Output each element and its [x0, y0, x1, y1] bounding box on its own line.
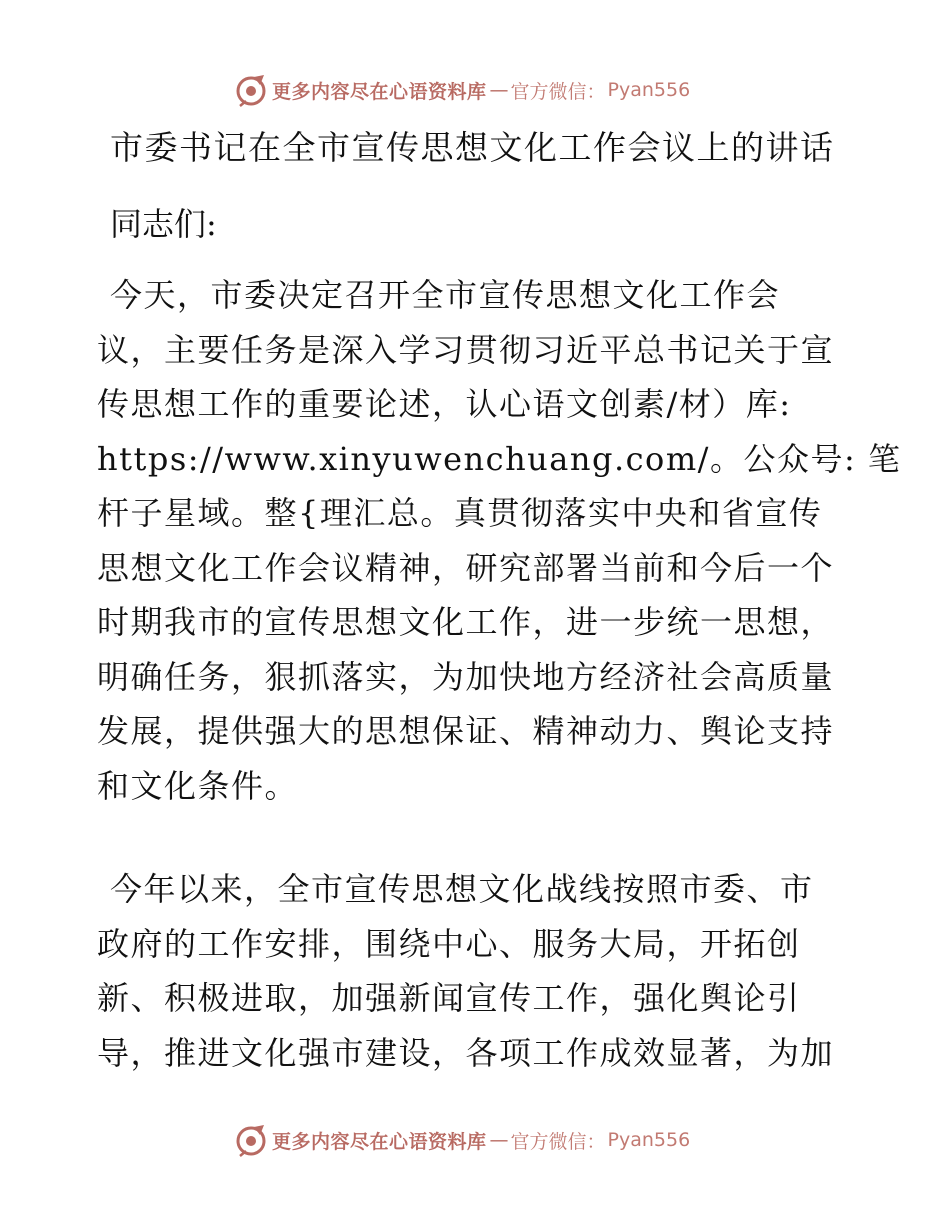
watermark-wechat-id: Pyan556	[607, 79, 691, 101]
watermark-separator: —	[489, 79, 509, 101]
watermark-brand-text: 更多内容尽在心语资料库	[272, 1130, 487, 1153]
footer-watermark	[234, 1122, 690, 1158]
body-paragraph-2	[97, 862, 857, 1080]
paragraph-line: 政府的工作安排，围绕中心、服务大局，开拓创	[97, 924, 801, 963]
header-watermark	[234, 72, 690, 108]
document-greeting: 同志们:	[110, 205, 217, 243]
paragraph-line: https://www.xinyuwenchuang.com/。公众号: 笔	[97, 439, 902, 478]
paragraph-line: 导，推进文化强市建设，各项工作成效显著，为加	[97, 1033, 835, 1072]
paragraph-line: 明确任务，狠抓落实，为加快地方经济社会高质量	[97, 657, 835, 696]
paragraph-line: 传思想工作的重要论述，认心语文创素/材）库:	[97, 385, 792, 423]
paragraph-line: 时期我市的宣传思想文化工作，进一步统一思想，	[97, 603, 835, 641]
brand-logo-icon	[234, 1123, 268, 1157]
watermark-brand-text: 更多内容尽在心语资料库	[272, 80, 487, 103]
brand-logo-icon	[234, 73, 268, 107]
paragraph-line: 新、积极进取，加强新闻宣传工作，强化舆论引	[97, 979, 801, 1017]
paragraph-line: 今年以来，全市宣传思想文化战线按照市委、市	[110, 870, 814, 908]
document-title: 市委书记在全市宣传思想文化工作会议上的讲话	[110, 128, 835, 167]
paragraph-line: 议，主要任务是深入学习贯彻习近平总书记关于宣	[97, 330, 835, 369]
paragraph-line: 发展，提供强大的思想保证、精神动力、舆论支持	[97, 712, 835, 750]
paragraph-line: 杆子星域。整{理汇总。真贯彻落实中央和省宣传	[97, 494, 823, 532]
watermark-wechat-id: Pyan556	[607, 1129, 691, 1151]
paragraph-line: 和文化条件。	[97, 766, 299, 805]
body-paragraph-1	[97, 268, 902, 813]
watermark-wechat-label: 官方微信：	[510, 80, 606, 103]
paragraph-line: 思想文化工作会议精神，研究部署当前和今后一个	[97, 548, 835, 587]
watermark-wechat-label: 官方微信：	[510, 1130, 606, 1153]
paragraph-line: 今天，市委决定召开全市宣传思想文化工作会	[110, 276, 781, 314]
watermark-separator: —	[489, 1129, 509, 1151]
